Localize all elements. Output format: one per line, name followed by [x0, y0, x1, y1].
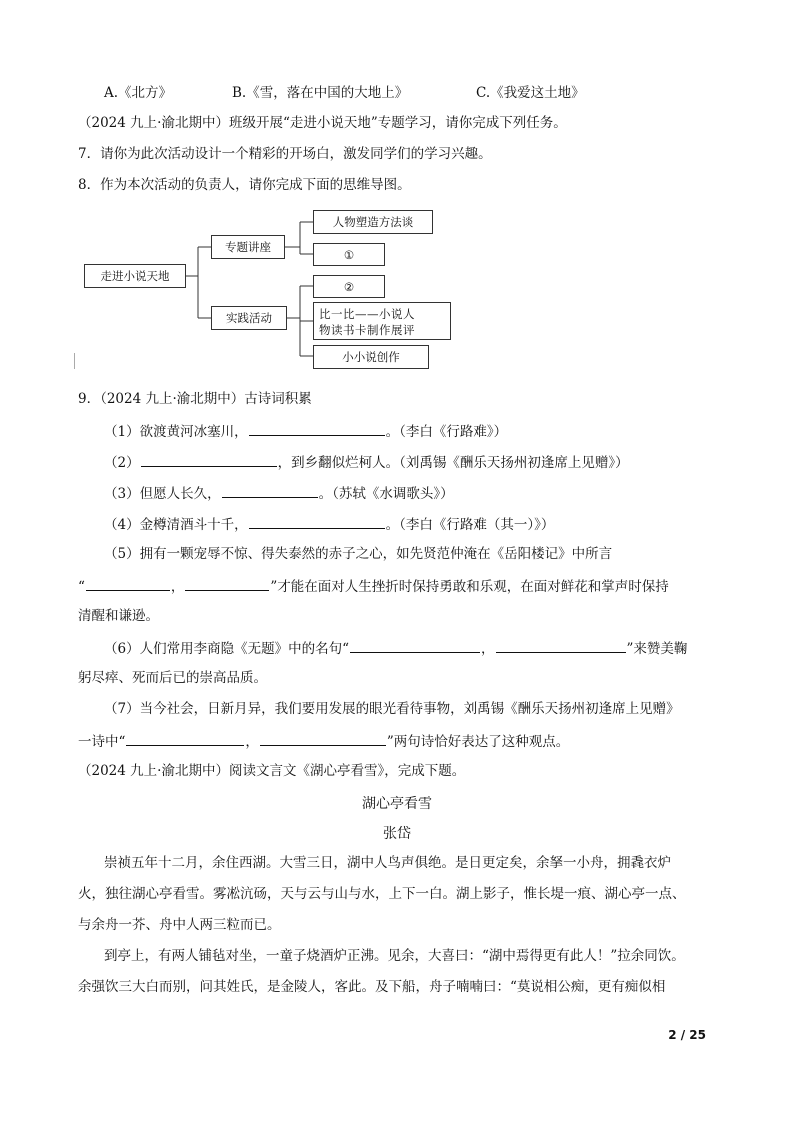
item-6-prompt: （6）人们常用李商隐《无题》中的名句“	[104, 641, 349, 657]
poem-item-2	[104, 452, 629, 472]
answer-blank[interactable]	[185, 576, 269, 591]
passage-p1-line1: 崇祯五年十二月，余住西湖。大雪三日，湖中人鸟声俱绝。是日更定矣，余拏一小舟，拥毳衣炉	[104, 855, 671, 871]
item-2-prompt: （2）	[104, 455, 140, 471]
answer-blank[interactable]	[141, 452, 277, 467]
item-5-text: ”才能在面对人生挫折时保持勇敢和乐观，在面对鲜花和掌声时保持	[270, 579, 669, 595]
quote-open: “	[78, 579, 85, 595]
section-intro: （2024 九上·渝北期中）班级开展“走进小说天地”专题学习，请你完成下列任务。	[78, 115, 567, 131]
item-2-source: ，到乡翻似烂柯人。（刘禹锡《酬乐天扬州初逢席上见赠》）	[277, 455, 629, 471]
mindmap-leaf-reading-card-line2: 物读书卡制作展评	[319, 323, 415, 337]
item-6-text: ”来赞美鞠	[626, 641, 688, 657]
mindmap-leaf-creation: 小小说创作	[313, 345, 429, 369]
question-9-title: 9．（2024 九上·渝北期中）古诗词积累	[78, 391, 312, 407]
mindmap-leaf-blank-1: ①	[313, 243, 385, 266]
poem-item-1	[104, 421, 507, 441]
question-8: 8．作为本次活动的负责人，请你完成下面的思维导图。	[78, 177, 411, 193]
margin-mark	[74, 353, 75, 369]
mindmap-connectors	[0, 0, 794, 400]
mindmap-leaf-blank-2: ②	[313, 275, 385, 298]
mindmap-leaf-character: 人物塑造方法谈	[313, 210, 433, 234]
passage-p1-line2: 火，独往湖心亭看雪。雾凇沆砀，天与云与山与水，上下一白。湖上影子，惟长堤一痕、湖心亭一点、	[78, 886, 686, 902]
answer-blank[interactable]	[260, 731, 386, 746]
poem-item-3	[104, 483, 454, 503]
comma: ，	[481, 641, 495, 657]
reading-intro: （2024 九上·渝北期中）阅读文言文《湖心亭看雪》，完成下题。	[78, 763, 466, 779]
passage-p2-line1: 到亭上，有两人铺毡对坐，一童子烧酒炉正沸。见余，大喜曰：“湖中焉得更有此人！”拉余同饮。	[104, 948, 685, 964]
poem-item-5-line2	[78, 576, 669, 596]
item-1-prompt: （1）欲渡黄河冰塞川，	[104, 424, 248, 440]
passage-p1-line3: 与余舟一芥、舟中人两三粒而已。	[78, 917, 281, 933]
answer-blank[interactable]	[126, 731, 244, 746]
item-1-source: 。（李白《行路难》）	[385, 424, 508, 440]
answer-blank[interactable]	[496, 638, 626, 653]
item-3-source: 。（苏轼《水调歌头》）	[318, 486, 454, 502]
answer-blank[interactable]	[249, 514, 385, 529]
poem-item-5-line3: 清醒和谦逊。	[78, 608, 159, 624]
passage-p2-line2: 余强饮三大白而别，问其姓氏，是金陵人，客此。及下船，舟子喃喃曰：“莫说相公痴，更有痴似相	[78, 979, 666, 995]
passage-author: 张岱	[383, 826, 411, 842]
answer-blank[interactable]	[86, 576, 170, 591]
poem-item-7-line1: （7）当今社会，日新月异，我们要用发展的眼光看待事物，刘禹锡《酬乐天扬州初逢席上见赠》	[104, 701, 680, 717]
mindmap-branch-practice: 实践活动	[211, 306, 287, 330]
comma: ，	[170, 579, 185, 595]
passage-title: 湖心亭看雪	[362, 796, 432, 812]
item-7-text: ”两句诗恰好表达了这种观点。	[386, 734, 570, 750]
answer-blank[interactable]	[222, 483, 318, 498]
item-7-prompt: 一诗中“	[78, 734, 126, 750]
page-number: 2 / 25	[668, 1028, 706, 1042]
mindmap-root: 走进小说天地	[84, 264, 186, 288]
poem-item-6-line1	[104, 638, 687, 658]
poem-item-5-line1: （5）拥有一颗宠辱不惊、得失泰然的赤子之心，如先贤范仲淹在《岳阳楼记》中所言	[104, 546, 613, 562]
mindmap-leaf-reading-card	[313, 302, 451, 340]
poem-item-6-line2: 躬尽瘁、死而后已的崇高品质。	[78, 670, 267, 686]
comma: ，	[245, 734, 259, 750]
question-7: 7．请你为此次活动设计一个精彩的开场白，激发同学们的学习兴趣。	[78, 146, 492, 162]
mindmap-branch-lecture: 专题讲座	[211, 235, 285, 259]
item-3-prompt: （3）但愿人长久，	[104, 486, 221, 502]
option-c: C.《我爱这土地》	[476, 85, 585, 101]
answer-blank[interactable]	[350, 638, 480, 653]
item-4-prompt: （4）金樽清酒斗十千，	[104, 517, 248, 533]
item-4-source: 。（李白《行路难（其一）》）	[385, 517, 555, 533]
option-a: A.《北方》	[104, 85, 173, 101]
poem-item-4	[104, 514, 554, 534]
poem-item-7-line2	[78, 731, 569, 751]
mindmap-leaf-reading-card-line1: 比一比——小说人	[319, 307, 415, 321]
option-b: B.《雪，落在中国的大地上》	[232, 85, 409, 101]
answer-blank[interactable]	[249, 421, 385, 436]
